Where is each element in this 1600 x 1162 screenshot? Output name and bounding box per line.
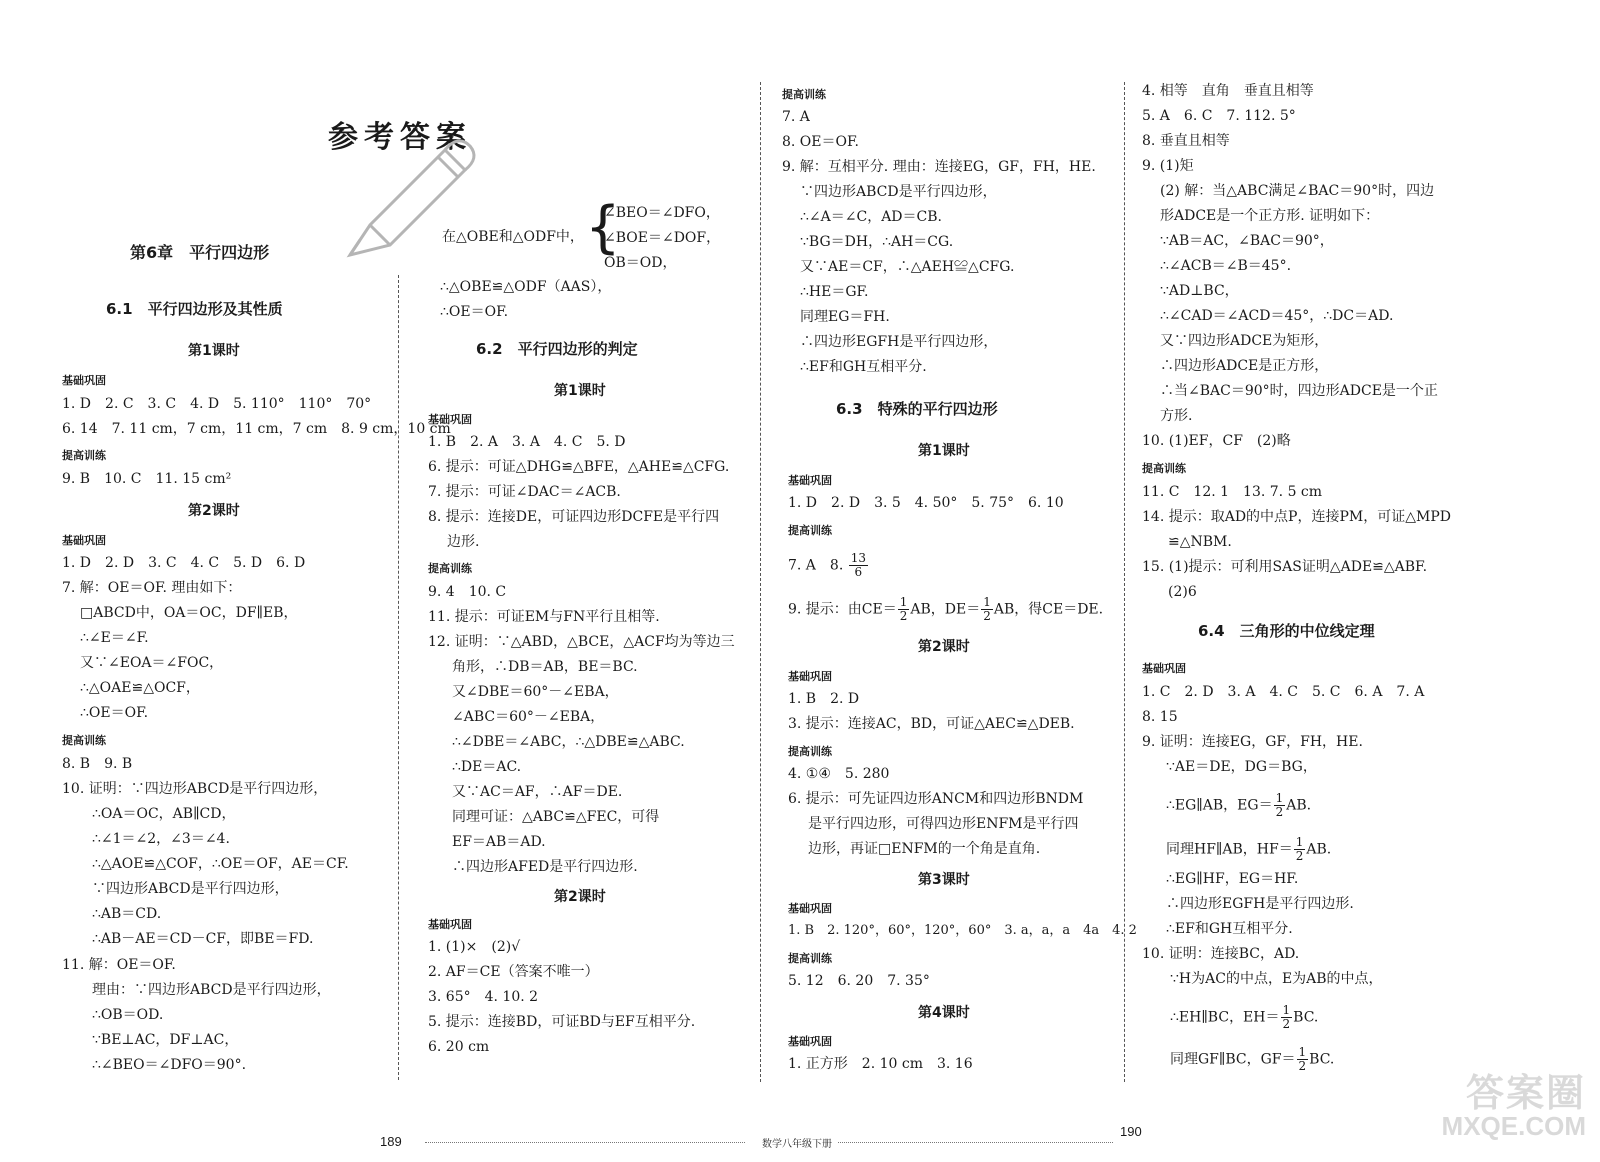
- lesson-heading: 第2课时: [188, 503, 240, 519]
- answer-line: ∴△OBE≌△ODF（AAS），: [440, 279, 612, 295]
- section-label: 基础巩固: [1142, 662, 1186, 675]
- answer-line: ∴△AOE≌△COF，∴OE＝OF，AE＝CF.: [92, 856, 349, 872]
- fraction: $\frac{13}{6}$: [850, 551, 867, 579]
- page-number-right: 190: [1120, 1124, 1142, 1139]
- answer-line: (2) 解：当△ABC满足∠BAC＝90°时，四边: [1160, 183, 1435, 199]
- answer-line: ∴∠1＝∠2，∠3＝∠4.: [92, 831, 230, 847]
- answer-line: ∴∠A＝∠C，AD＝CB.: [800, 209, 942, 225]
- answer-line: 又∵AC＝AF，∴AF＝DE.: [452, 784, 623, 800]
- footer-rule: [838, 1142, 1113, 1143]
- answer-line: ∴EG∥HF，EG＝HF.: [1166, 871, 1299, 887]
- answer-line: 9. 提示：由CE＝ $\frac{1}{2}$ AB，DE＝ $\frac{1}{2}$ AB，得CE＝DE.: [788, 595, 1104, 623]
- answer-line: EF＝AB＝AD.: [452, 834, 546, 850]
- footer-book-title: 数学八年级下册: [762, 1139, 832, 1150]
- lesson-heading: 第1课时: [918, 443, 970, 459]
- answer-line: ∵BE⊥AC，DF⊥AC，: [92, 1032, 239, 1048]
- section-heading-6-1: 6.1 平行四边形及其性质: [106, 300, 283, 318]
- answer-line: ∴EH∥BC，EH＝ $\frac{1}{2}$ BC.: [1170, 1003, 1319, 1031]
- answer-line: 又∵AE＝CF，∴△AEH≌△CFG.: [800, 259, 1015, 275]
- answer-line: ∵AE＝DE，DG＝BG，: [1166, 759, 1317, 775]
- section-heading-6-3: 6.3 特殊的平行四边形: [836, 400, 998, 418]
- answer-line: 6. 提示：可证△DHG≌△BFE，△AHE≌△CFG.: [428, 459, 730, 475]
- answer-line: 1. D 2. C 3. C 4. D 5. 110° 110° 70°: [62, 396, 372, 412]
- section-heading-6-2: 6.2 平行四边形的判定: [476, 340, 638, 358]
- fraction-half: $\frac{1}{2}$: [983, 595, 991, 623]
- answer-line: 8. B 9. B: [62, 756, 133, 772]
- answer-line: 5. A 6. C 7. 112. 5°: [1142, 108, 1296, 124]
- answer-line: ∴∠BEO＝∠DFO＝90°.: [92, 1057, 247, 1073]
- lesson-heading: 第2课时: [554, 889, 606, 905]
- answer-line: ∴EG∥AB，EG＝ $\frac{1}{2}$ AB.: [1166, 791, 1312, 819]
- answer-line: 10. (1)EF，CF (2)略: [1142, 433, 1291, 449]
- answer-line: ∴OE＝OF.: [440, 304, 509, 320]
- answer-line: ∵BG＝DH，∴AH＝CG.: [800, 234, 954, 250]
- section-label: 提高训练: [428, 562, 472, 575]
- section-heading-6-4: 6.4 三角形的中位线定理: [1198, 622, 1375, 640]
- answer-line: 1. B 2. A 3. A 4. C 5. D: [428, 434, 626, 450]
- page-title: 参考答案: [328, 120, 472, 155]
- answer-line: ∴OA＝OC，AB∥CD，: [92, 806, 236, 822]
- section-label: 基础巩固: [788, 1035, 832, 1048]
- answer-line: 9. 解：互相平分. 理由：连接EG，GF，FH，HE.: [782, 159, 1096, 175]
- answer-line: 在△OBE和△ODF中，: [442, 229, 584, 245]
- answer-line: 9. B 10. C 11. 15 cm²: [62, 471, 232, 487]
- answer-line: 2. AF＝CE（答案不唯一）: [428, 964, 599, 980]
- answer-line: 是平行四边形，可得四边形ENFM是平行四: [808, 816, 1079, 832]
- section-label: 提高训练: [1142, 462, 1186, 475]
- answer-line: [788, 552, 869, 579]
- answer-line: ∴HE＝GF.: [800, 284, 869, 300]
- fraction-half: $\frac{1}{2}$: [899, 595, 908, 623]
- answer-line: ∴OB＝OD.: [92, 1007, 164, 1023]
- answer-line: 5. 12 6. 20 7. 35°: [788, 973, 930, 989]
- fraction-half: $\frac{1}{2}$: [1295, 835, 1304, 863]
- answer-line: 理由：∵四边形ABCD是平行四边形，: [92, 982, 331, 998]
- answer-line: 又∵四边形ADCE为矩形，: [1160, 333, 1329, 349]
- answer-line: ∴AB－AE＝CD－CF，即BE＝FD.: [92, 931, 314, 947]
- section-label: 基础巩固: [428, 413, 472, 426]
- answer-line: 边形，再证□ENFM的一个角是直角.: [808, 841, 1041, 857]
- answer-line: 同理EG＝FH.: [800, 309, 890, 325]
- pencil-decoration-icon: [330, 120, 480, 270]
- answer-line: ∵AD⊥BC，: [1160, 283, 1239, 299]
- answer-line: 10. 证明：∵四边形ABCD是平行四边形，: [62, 781, 328, 797]
- answer-line: ∠BOE＝∠DOF，: [604, 230, 721, 246]
- answer-line: 1. C 2. D 3. A 4. C 5. C 6. A 7. A: [1142, 684, 1425, 700]
- answer-line: 8. 15: [1142, 709, 1178, 725]
- answer-line: 9. (1)矩: [1142, 158, 1194, 174]
- answer-line: 15. (1)提示：可利用SAS证明△ADE≌△ABF.: [1142, 559, 1428, 575]
- answer-line: 1. D 2. D 3. 5 4. 50° 5. 75° 6. 10: [788, 495, 1064, 511]
- answer-line: ∴∠ACB＝∠B＝45°.: [1160, 258, 1292, 274]
- answer-line: 10. 证明：连接BC，AD.: [1142, 946, 1300, 962]
- answer-line: 7. A: [782, 109, 810, 125]
- page-number-left: 189: [380, 1134, 402, 1149]
- section-label: 提高训练: [62, 449, 106, 462]
- lesson-heading: 第4课时: [918, 1005, 970, 1021]
- answer-line: ∵四边形ABCD是平行四边形，: [92, 881, 289, 897]
- answer-line: ∴∠CAD＝∠ACD＝45°，∴DC＝AD.: [1160, 308, 1394, 324]
- answer-line: 11. 提示：可证EM与FN平行且相等.: [428, 609, 660, 625]
- answer-line: (2)6: [1168, 584, 1197, 600]
- fraction-half: $\frac{1}{2}$: [1282, 1003, 1291, 1031]
- answer-line: 4. 相等 直角 垂直且相等: [1142, 83, 1314, 99]
- lesson-heading: 第2课时: [918, 639, 970, 655]
- lesson-heading: 第1课时: [188, 343, 240, 359]
- column-divider: [760, 82, 761, 1082]
- answer-line: 角形，∴DB＝AB，BE＝BC.: [452, 659, 638, 675]
- answer-line: 形ADCE是一个正方形. 证明如下：: [1160, 208, 1380, 224]
- answer-line: 6. 提示：可先证四边形ANCM和四边形BNDM: [788, 791, 1084, 807]
- section-label: 基础巩固: [788, 670, 832, 683]
- answer-line: 同理GF∥BC，GF＝ $\frac{1}{2}$ BC.: [1170, 1045, 1335, 1073]
- section-label: 基础巩固: [788, 474, 832, 487]
- fraction-half: $\frac{1}{2}$: [1275, 791, 1284, 819]
- answer-line: 8. OE＝OF.: [782, 134, 859, 150]
- answer-line: 11. 解：OE＝OF.: [62, 957, 176, 973]
- chapter-heading: 第6章 平行四边形: [130, 243, 270, 262]
- fraction-half: $\frac{1}{2}$: [1298, 1045, 1307, 1073]
- answer-line: ∠BEO＝∠DFO，: [604, 205, 720, 221]
- section-label: 提高训练: [788, 745, 832, 758]
- answer-line: ∴AB＝CD.: [92, 906, 162, 922]
- answer-line: 同理HF∥AB，HF＝ $\frac{1}{2}$ AB.: [1166, 835, 1332, 863]
- answer-text: 7. A 8.: [788, 557, 844, 574]
- answer-line: ∴EF和GH互相平分.: [800, 359, 927, 375]
- lesson-heading: 第1课时: [554, 383, 606, 399]
- answer-line: 8. 垂直且相等: [1142, 133, 1230, 149]
- watermark-logo: 答案圈 MXQE.COM: [1441, 1071, 1586, 1141]
- answer-line: 1. B 2. D: [788, 691, 860, 707]
- answer-line: ∴EF和GH互相平分.: [1166, 921, 1293, 937]
- answer-line: ∠ABC＝60°－∠EBA，: [452, 709, 605, 725]
- section-label: 基础巩固: [62, 534, 106, 547]
- section-label: 提高训练: [62, 734, 106, 747]
- answer-line: 11. C 12. 1 13. 7. 5 cm: [1142, 484, 1323, 500]
- section-label: 提高训练: [782, 88, 826, 101]
- lesson-heading: 第3课时: [918, 872, 970, 888]
- footer-rule: [425, 1142, 745, 1143]
- section-label: 提高训练: [788, 952, 832, 965]
- answer-line: ∴当∠BAC＝90°时，四边形ADCE是一个正: [1160, 383, 1438, 399]
- answer-line: ∴DE＝AC.: [452, 759, 522, 775]
- column-divider: [398, 275, 399, 1080]
- column-divider: [1124, 82, 1125, 1082]
- answer-line: ∴OE＝OF.: [80, 705, 149, 721]
- answer-line: 7. 提示：可证∠DAC＝∠ACB.: [428, 484, 621, 500]
- answer-line: 1. D 2. D 3. C 4. C 5. D 6. D: [62, 555, 306, 571]
- answer-line: ∵AB＝AC，∠BAC＝90°，: [1160, 233, 1334, 249]
- section-label: 基础巩固: [788, 902, 832, 915]
- answer-line: ∵H为AC的中点，E为AB的中点，: [1170, 971, 1383, 987]
- answer-line: ∴△OAE≌△OCF，: [80, 680, 200, 696]
- answer-line: 边形.: [447, 534, 480, 550]
- answer-line: ≌△NBM.: [1168, 534, 1232, 550]
- answer-line: ∴∠DBE＝∠ABC，∴△DBE≌△ABC.: [452, 734, 685, 750]
- answer-line: 6. 14 7. 11 cm，7 cm，11 cm，7 cm 8. 9 cm，10 cm: [62, 421, 451, 437]
- answer-line: ∴四边形EGFH是平行四边形.: [1166, 896, 1354, 912]
- section-label: 提高训练: [788, 524, 832, 537]
- answer-line: 又∵∠EOA＝∠FOC，: [80, 655, 224, 671]
- answer-line: ∵四边形ABCD是平行四边形，: [800, 184, 997, 200]
- answer-line: 方形.: [1160, 408, 1193, 424]
- section-label: 基础巩固: [428, 918, 472, 931]
- answer-line: 1. B 2. 120°，60°，120°，60° 3. a，a，a 4a 4. 2: [788, 923, 1137, 938]
- answer-line: OB＝OD，: [604, 255, 677, 271]
- answer-line: ∴∠E＝∠F.: [80, 630, 149, 646]
- answer-line: 5. 提示：连接BD，可证BD与EF互相平分.: [428, 1014, 696, 1030]
- answer-line: 8. 提示：连接DE，可证四边形DCFE是平行四: [428, 509, 720, 525]
- answer-line: 1. 正方形 2. 10 cm 3. 16: [788, 1056, 973, 1072]
- answer-line: 7. 解：OE＝OF. 理由如下：: [62, 580, 242, 596]
- answer-line: 14. 提示：取AD的中点P，连接PM，可证△MPD: [1142, 509, 1451, 525]
- answer-line: 3. 65° 4. 10. 2: [428, 989, 539, 1005]
- answer-line: 6. 20 cm: [428, 1039, 490, 1055]
- answer-line: 3. 提示：连接AC，BD，可证△AEC≌△DEB.: [788, 716, 1075, 732]
- brace-icon: {: [585, 195, 621, 260]
- answer-line: ∴四边形AFED是平行四边形.: [452, 859, 638, 875]
- answer-line: ∴四边形ADCE是正方形，: [1160, 358, 1329, 374]
- answer-line: 12. 证明：∵△ABD，△BCE，△ACF均为等边三: [428, 634, 735, 650]
- answer-line: 又∠DBE＝60°－∠EBA，: [452, 684, 619, 700]
- answer-line: 同理可证：△ABC≌△FEC，可得: [452, 809, 660, 825]
- answer-line: ∴四边形EGFH是平行四边形，: [800, 334, 998, 350]
- answer-line: 9. 证明：连接EG，GF，FH，HE.: [1142, 734, 1363, 750]
- answer-line: 1. (1)× (2)√: [428, 939, 521, 955]
- answer-line: □ABCD中，OA＝OC，DF∥EB，: [80, 605, 298, 621]
- answer-line: 9. 4 10. C: [428, 584, 507, 600]
- section-label: 基础巩固: [62, 374, 106, 387]
- answer-line: 4. ①④ 5. 280: [788, 766, 890, 782]
